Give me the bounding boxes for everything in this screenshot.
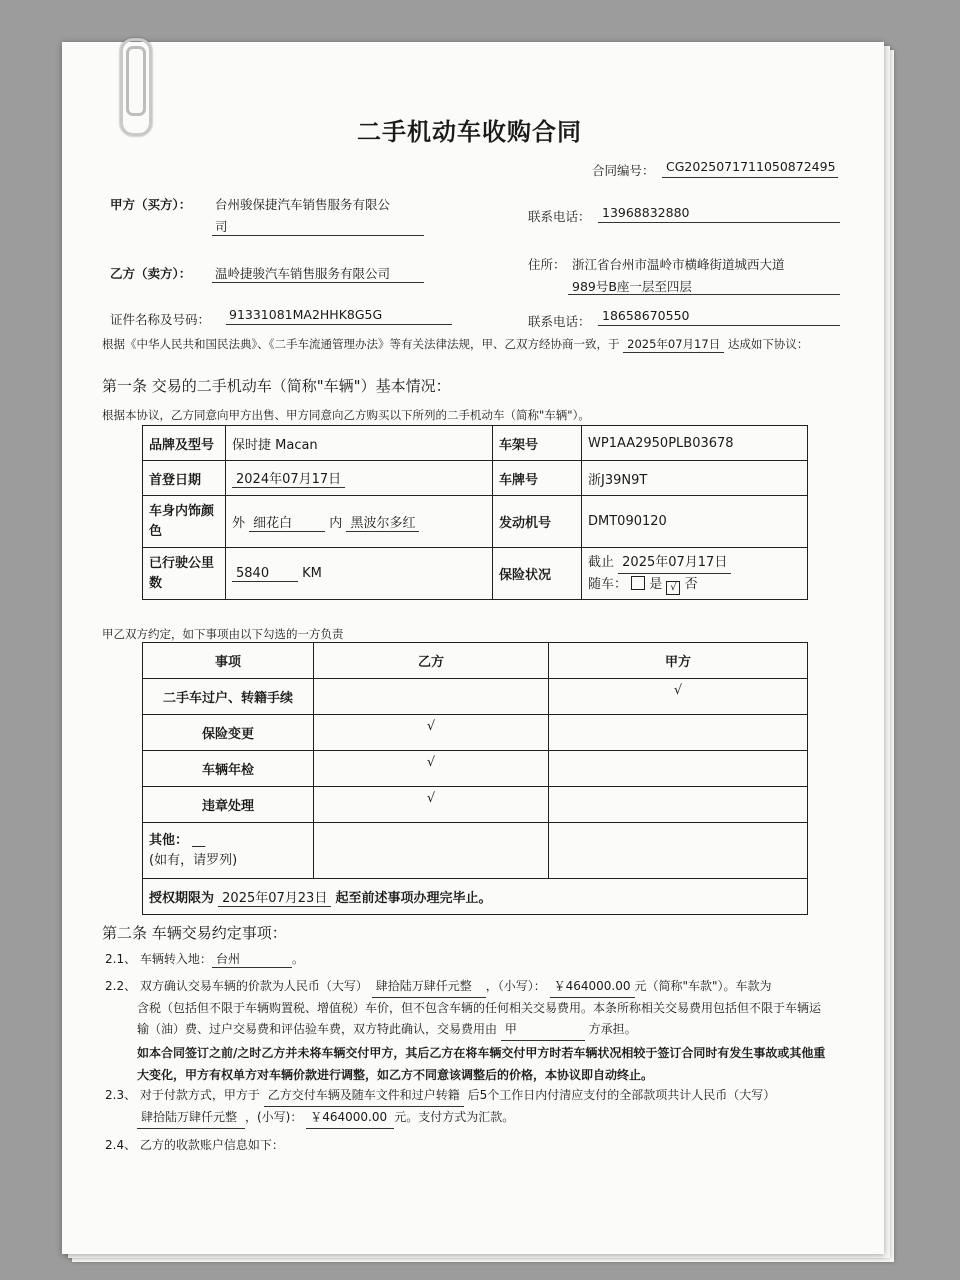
- underline: [568, 294, 840, 295]
- s23-b: 后5个工作日内付清应支付的全部款项共计人民币（大写）: [467, 1088, 776, 1102]
- ext-color: 细花白: [249, 512, 325, 532]
- plate-label: 车牌号: [493, 461, 582, 496]
- s23-no: 2.3、: [105, 1088, 137, 1102]
- duty-check-a: [549, 787, 808, 823]
- auth-period-cell: [143, 879, 808, 915]
- ins-until-label: 截止: [588, 555, 615, 570]
- paper-clip-inner: [126, 46, 146, 116]
- underline: [226, 324, 452, 325]
- duty-check-b: √: [314, 787, 549, 823]
- duty-item: 保险变更: [143, 715, 314, 751]
- underline: [598, 325, 840, 326]
- contract-no-label: 合同编号：: [592, 163, 655, 178]
- duty-item: 违章处理: [143, 787, 314, 823]
- page-title: 二手机动车收购合同: [357, 118, 582, 146]
- s24-line: [105, 1136, 284, 1153]
- article1-heading: 第一条 交易的二手机动车（简称"车辆"）基本情况：: [102, 377, 451, 395]
- s22-line3: [105, 1019, 835, 1041]
- party-b-address-1: 浙江省台州市温岭市横峰街道城西大道: [572, 257, 785, 272]
- intro-line: [102, 336, 808, 353]
- ins-until-value: 2025年07月17日: [618, 552, 731, 574]
- insurance-cell: [582, 548, 808, 600]
- party-b-label: 乙方（卖方）：: [110, 266, 192, 281]
- article1-intro: 根据本协议，乙方同意向甲方出售、甲方同意向乙方购买以下所列的二手机动车（简称"车辆"）。: [102, 408, 590, 422]
- first-reg-value: 2024年07月17日: [232, 468, 345, 488]
- duty-other-b: [314, 823, 549, 879]
- duty-item: 二手车过户、转籍手续: [143, 679, 314, 715]
- vin-value: WP1AA2950PLB03678: [582, 426, 808, 461]
- contract-page: [62, 42, 884, 1254]
- auth-label: 授权期限为: [149, 890, 215, 906]
- with-car-label: 随车：: [588, 577, 628, 592]
- s21-line: [105, 950, 304, 968]
- plate-value: 浙J39N9T: [582, 461, 808, 496]
- duty-check-b: √: [314, 715, 549, 751]
- intro-text: 根据《中华人民共和国民法典》、《二手车流通管理办法》等有关法律法规，甲、乙双方经协商一致，于: [102, 337, 620, 351]
- first-reg-label: 首登日期: [143, 461, 226, 496]
- engine-label: 发动机号: [493, 496, 582, 548]
- bold-line1: 如本合同签订之前/之时乙方并未将车辆交付甲方，其后乙方在将车辆交付甲方时若车辆状况相较于签订合同时有发生事故或其他重: [137, 1046, 826, 1060]
- duty-other-cell: [143, 823, 314, 879]
- party-a-label: 甲方（买方）：: [110, 197, 192, 212]
- int-label: 内: [329, 515, 343, 531]
- duty-intro: 甲乙双方约定，如下事项由以下勾选的一方负责: [102, 627, 344, 641]
- duty-check-a: [549, 751, 808, 787]
- color-label-1: 车身内饰颜: [149, 503, 215, 519]
- no-checkbox-checked[interactable]: √: [666, 581, 680, 595]
- underline: [212, 235, 424, 236]
- duty-check-a: [549, 715, 808, 751]
- underline: [662, 177, 838, 178]
- party-a-name-2: 司: [215, 219, 228, 234]
- duty-check-b: [314, 679, 549, 715]
- s22-line3b: 方承担。: [588, 1022, 637, 1036]
- s21-value: 台州: [212, 950, 292, 968]
- color-label-2: 色: [149, 523, 163, 539]
- mileage-label-2: 数: [149, 575, 163, 591]
- s23-amount-cn: 肆拾陆万肆仟元整: [137, 1107, 245, 1129]
- yes-checkbox[interactable]: [631, 576, 645, 590]
- party-b-id: 91331081MA2HHK8G5G: [229, 307, 383, 322]
- underline: [212, 282, 424, 283]
- s23-cond: 乙方交付车辆及随车文件和过户转籍: [264, 1085, 464, 1107]
- party-b-name: 温岭捷骏汽车销售服务有限公司: [215, 266, 391, 281]
- auth-after: 起至前述事项办理完毕止。: [335, 890, 492, 906]
- s22-line3a: 输（油）费、过户交易费和评估验车费，双方特此确认，交易费用由: [137, 1022, 498, 1036]
- s23-amount: ￥464000.00: [306, 1107, 394, 1129]
- duty-check-a: √: [549, 679, 808, 715]
- duty-header-b: 乙方: [314, 643, 549, 679]
- s23-line1: [105, 1085, 835, 1107]
- s22-amount: ￥464000.00: [550, 976, 635, 998]
- s23-c: ，(小写)：: [245, 1110, 303, 1124]
- party-a-phone-label: 联系电话：: [528, 209, 591, 224]
- party-b-address-label: 住所：: [528, 257, 566, 272]
- s22-c: 元（简称"车款"）。车款为: [634, 979, 772, 993]
- contract-no: CG20250717110508724​95: [666, 159, 836, 174]
- s23-a: 对于付款方式，甲方于: [139, 1088, 260, 1102]
- intro-text-end: 达成如下协议：: [727, 337, 809, 351]
- first-reg-cell: [226, 461, 493, 496]
- brand-label: 品牌及型号: [143, 426, 226, 461]
- duty-other-label: 其他：: [149, 832, 189, 848]
- underline: [598, 222, 840, 223]
- yes-label: 是: [649, 577, 663, 592]
- mileage-cell: [226, 548, 493, 600]
- engine-value: DMT090120: [582, 496, 808, 548]
- ext-label: 外: [232, 515, 246, 531]
- s21-no: 2.1、: [105, 952, 137, 966]
- s22-payer: 甲: [501, 1019, 585, 1041]
- mileage-value: 5840: [232, 566, 298, 582]
- duty-check-b: √: [314, 751, 549, 787]
- s22-no: 2.2、: [105, 979, 137, 993]
- duty-table: [142, 642, 808, 915]
- party-b-id-label: 证件名称及号码：: [110, 312, 211, 327]
- no-label: 否: [684, 577, 698, 592]
- party-a-name-1: 台州骏保捷汽车销售服务有限公: [215, 197, 391, 212]
- vehicle-table: [142, 425, 808, 600]
- mileage-label-cell: [143, 548, 226, 600]
- bold-line2: 大变化，甲方有权单方对车辆价款进行调整，如乙方不同意该调整后的价格，本协议即自动终止。: [137, 1068, 654, 1082]
- mileage-label-1: 已行驶公里: [149, 555, 215, 571]
- s22-line2: 含税（包括但不限于车辆购置税、增值税）车价，但不包含车辆的任何相关交易费用。本条所称相关交易费用包括但不限于车辆运: [137, 1001, 822, 1015]
- party-b-phone: 18658670550: [602, 308, 690, 323]
- vin-label: 车架号: [493, 426, 582, 461]
- color-cell: [226, 496, 493, 548]
- duty-header-a: 甲方: [549, 643, 808, 679]
- brand-value: 保时捷 Macan: [226, 426, 493, 461]
- color-label-cell: [143, 496, 226, 548]
- intro-date: 2025年07月17日: [623, 336, 724, 353]
- s23-para: [105, 1085, 835, 1129]
- mileage-unit: KM: [302, 565, 322, 581]
- s23-line2: [105, 1107, 835, 1129]
- s22-a: 双方确认交易车辆的价款为人民币（大写）: [139, 979, 368, 993]
- s22-b: ，（小写）：: [485, 979, 546, 993]
- article2-heading: 第二条 车辆交易约定事项：: [102, 924, 287, 942]
- s21-label: 车辆转入地：: [139, 952, 212, 966]
- party-b-address-2: 989号B座一层至四层: [572, 279, 692, 294]
- s24-text: 乙方的收款账户信息如下：: [139, 1138, 284, 1152]
- insurance-label: 保险状况: [493, 548, 582, 600]
- s22-para: [105, 976, 835, 1041]
- bold-clause: [137, 1042, 837, 1086]
- duty-other-blank: __: [192, 832, 206, 848]
- party-a-phone: 13968832880: [602, 205, 690, 220]
- party-b-phone-label: 联系电话：: [528, 314, 591, 329]
- duty-item: 车辆年检: [143, 751, 314, 787]
- s22-line1: [105, 976, 835, 998]
- s21-end: 。: [291, 952, 304, 966]
- s24-no: 2.4、: [105, 1138, 137, 1152]
- duty-other-note: (如有，请罗列): [149, 852, 238, 868]
- duty-other-a: [549, 823, 808, 879]
- auth-date: 2025年07月23日: [218, 887, 331, 907]
- duty-header-item: 事项: [143, 643, 314, 679]
- int-color: 黑波尔多红: [346, 512, 419, 532]
- s22-amount-cn: 肆拾陆万肆仟元整: [372, 976, 486, 998]
- s23-d: 元。支付方式为汇款。: [394, 1110, 515, 1124]
